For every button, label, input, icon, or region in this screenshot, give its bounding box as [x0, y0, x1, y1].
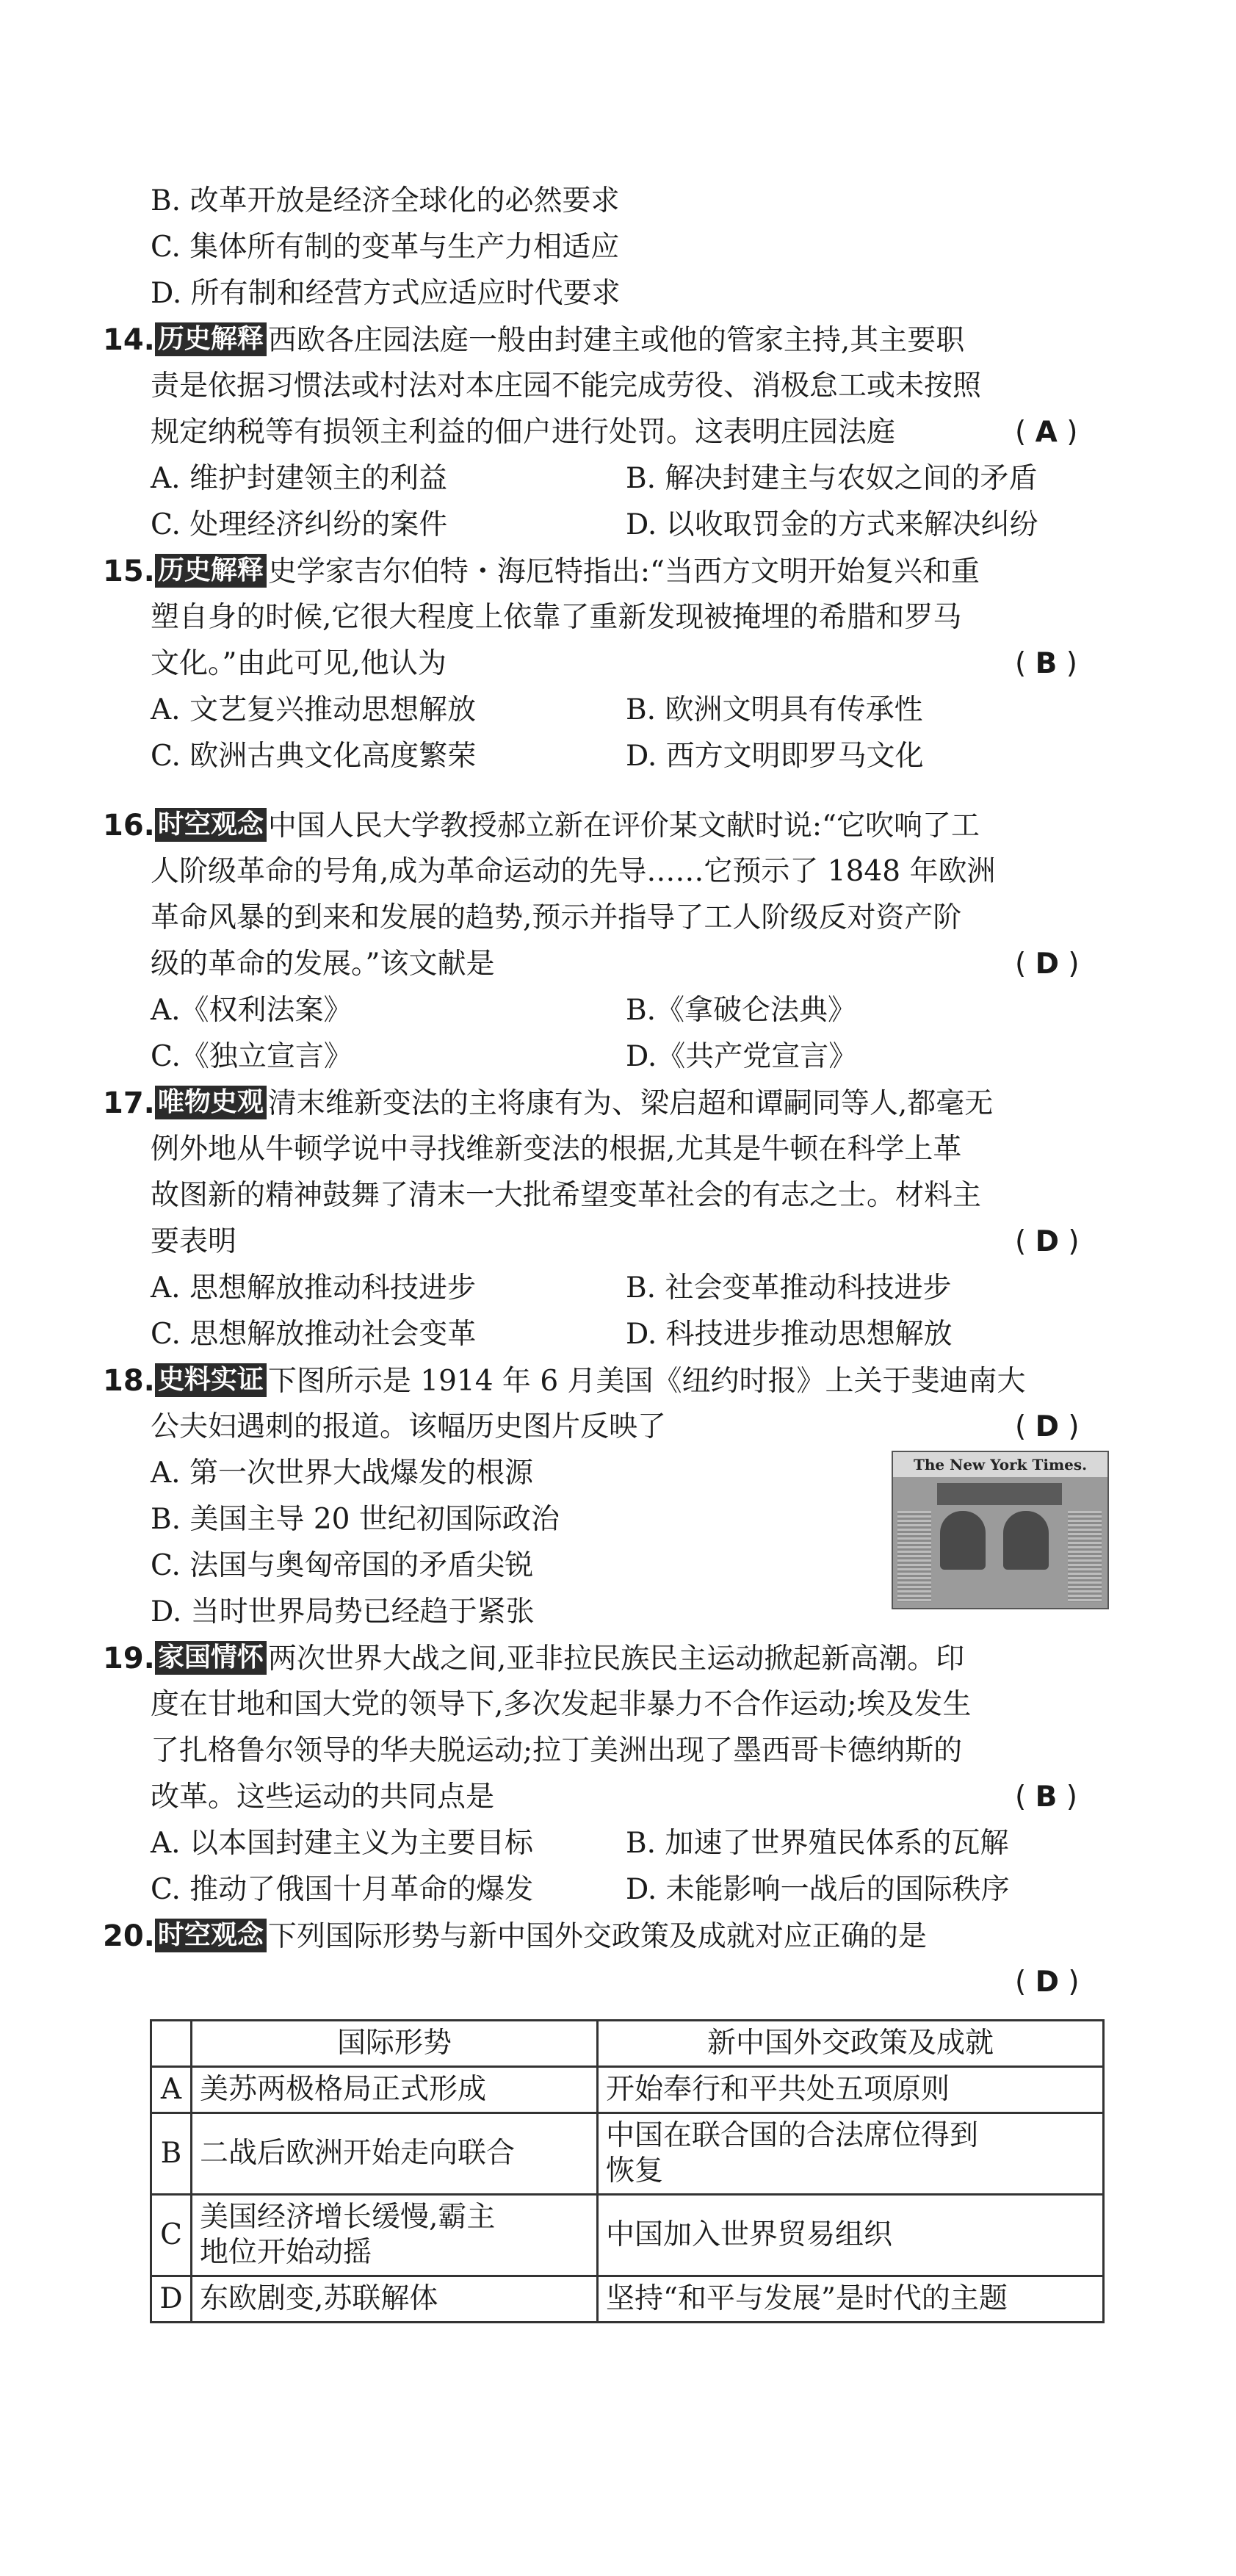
- q18-stem-line-1: [103, 1363, 1026, 1399]
- cell-diplomacy: [598, 2113, 1104, 2195]
- q17-option-b: B. 社会变革推动科技进步: [626, 1271, 952, 1305]
- q19-stem-line-2: 度在甘地和国大党的领导下,多次发起非暴力不合作运动;埃及发生: [151, 1688, 972, 1721]
- q14-number: 14.: [103, 323, 155, 357]
- cell-text: 中国在联合国的合法席位得到: [606, 2119, 979, 2152]
- cell-diplomacy: [598, 2276, 1104, 2323]
- q18-answer-letter: D: [1035, 1410, 1059, 1443]
- q14-answer-letter: A: [1035, 416, 1058, 449]
- q14-stem-line-1: [103, 322, 964, 358]
- q16-number: 16.: [103, 809, 155, 843]
- q18-number: 18.: [103, 1364, 155, 1398]
- cell-text: 开始奉行和平共处五项原则: [606, 2073, 950, 2106]
- cell-text: 恢复: [606, 2154, 664, 2187]
- q17-tag-badge: 唯物史观: [155, 1086, 267, 1119]
- cell-international: [192, 2195, 598, 2276]
- q18-option-a: A. 第一次世界大战爆发的根源: [151, 1457, 533, 1490]
- newspaper-headline-block: [937, 1483, 1062, 1505]
- q14-option-d: D. 以收取罚金的方式来解决纠纷: [626, 508, 1038, 541]
- q16-stem-line-1: [103, 808, 980, 844]
- newspaper-column-right: [1068, 1511, 1102, 1602]
- cell-international: [192, 2113, 598, 2195]
- q18-option-c: C. 法国与奥匈帝国的矛盾尖锐: [151, 1549, 534, 1582]
- q14-option-b: B. 解决封建主与农奴之间的矛盾: [626, 462, 1038, 495]
- q19-stem-line-1: [103, 1641, 964, 1677]
- q15-text: 史学家吉尔伯特・海厄特指出:“当西方文明开始复兴和重: [267, 555, 980, 588]
- q15-option-a: A. 文艺复兴推动思想解放: [151, 693, 476, 726]
- q17-answer: ( D ): [1015, 1225, 1080, 1258]
- q20-answer-letter: D: [1035, 1966, 1059, 1999]
- cell-text: 坚持“和平与发展”是时代的主题: [606, 2282, 1008, 2315]
- table-header-diplomacy: 新中国外交政策及成就: [598, 2021, 1104, 2067]
- q16-option-a: A.《权利法案》: [151, 994, 353, 1027]
- q14-answer: ( A ): [1015, 416, 1078, 449]
- q18-option-d: D. 当时世界局势已经趋于紧张: [151, 1595, 535, 1628]
- cell-diplomacy: [598, 2195, 1104, 2276]
- table-row: [151, 2276, 1104, 2323]
- q15-stem-line-1: [103, 554, 980, 590]
- q15-answer-letter: B: [1035, 647, 1058, 680]
- q20-tag-badge: 时空观念: [155, 1919, 267, 1952]
- q16-answer: ( D ): [1015, 948, 1080, 981]
- q17-stem-line-3: 故图新的精神鼓舞了清末一大批希望变革社会的有志之士。材料主: [151, 1179, 982, 1212]
- q19-stem-line-4: 改革。这些运动的共同点是: [151, 1781, 495, 1814]
- q16-stem-line-4: 级的革命的发展。”该文献是: [151, 948, 495, 981]
- cell-text: 美国经济增长缓慢,霸主: [200, 2201, 496, 2234]
- q16-stem-line-3: 革命风暴的到来和发展的趋势,预示并指导了工人阶级反对资产阶: [151, 901, 962, 934]
- q16-answer-letter: D: [1035, 948, 1059, 981]
- q19-option-d: D. 未能影响一战后的国际秩序: [626, 1873, 1010, 1906]
- cell-diplomacy: [598, 2067, 1104, 2113]
- q15-stem-line-2: 塑自身的时候,它很大程度上依靠了重新发现被掩埋的希腊和罗马: [151, 601, 962, 634]
- q17-number: 17.: [103, 1086, 155, 1120]
- q20-answer: ( D ): [1015, 1966, 1080, 1999]
- q15-answer: ( B ): [1015, 647, 1077, 680]
- q15-number: 15.: [103, 555, 155, 588]
- q18-tag-badge: 史料实证: [155, 1363, 267, 1397]
- cell-text: 中国加入世界贸易组织: [606, 2218, 893, 2251]
- q14-option-a: A. 维护封建领主的利益: [151, 462, 447, 495]
- q17-stem-line-1: [103, 1086, 993, 1122]
- table-row: [151, 2113, 1104, 2195]
- row-label: C: [151, 2195, 192, 2276]
- cell-text: 二战后欧洲开始走向联合: [200, 2137, 516, 2170]
- q14-option-c: C. 处理经济纠纷的案件: [151, 508, 448, 541]
- q15-tag-badge: 历史解释: [155, 554, 267, 588]
- q20-number: 20.: [103, 1919, 155, 1953]
- cell-text: 美苏两极格局正式形成: [200, 2073, 487, 2106]
- newspaper-photo: [892, 1451, 1109, 1609]
- q14-stem-line-3: 规定纳税等有损领主利益的佃户进行处罚。这表明庄园法庭: [151, 416, 896, 449]
- q20-text: 下列国际形势与新中国外交政策及成就对应正确的是: [267, 1920, 927, 1953]
- q19-answer: ( B ): [1015, 1781, 1077, 1814]
- q19-number: 19.: [103, 1642, 155, 1675]
- table-row: [151, 2067, 1104, 2113]
- q16-text: 中国人民大学教授郝立新在评价某文献时说:“它吹响了工: [267, 809, 980, 843]
- q16-stem-line-2: 人阶级革命的号角,成为革命运动的先导……它预示了 1848 年欧洲: [151, 855, 996, 888]
- q19-answer-letter: B: [1035, 1781, 1058, 1814]
- q18-text: 下图所示是 1914 年 6 月美国《纽约时报》上关于斐迪南大: [267, 1365, 1026, 1398]
- portrait-duchess: [1003, 1511, 1049, 1570]
- q19-option-a: A. 以本国封建主义为主要目标: [151, 1827, 533, 1860]
- q17-answer-letter: D: [1035, 1225, 1059, 1258]
- newspaper-masthead: The New York Times.: [893, 1452, 1107, 1477]
- q13-option-b: B. 改革开放是经济全球化的必然要求: [151, 184, 620, 217]
- q13-option-c: C. 集体所有制的变革与生产力相适应: [151, 231, 620, 264]
- q15-option-c: C. 欧洲古典文化高度繁荣: [151, 740, 477, 773]
- q17-text: 清末维新变法的主将康有为、梁启超和谭嗣同等人,都毫无: [267, 1087, 994, 1120]
- portrait-archduke: [940, 1511, 986, 1570]
- row-label: D: [151, 2276, 192, 2323]
- q14-stem-line-2: 责是依据习惯法或村法对本庄园不能完成劳役、消极怠工或未按照: [151, 369, 982, 403]
- q17-option-d: D. 科技进步推动思想解放: [626, 1318, 953, 1351]
- q17-option-a: A. 思想解放推动科技进步: [151, 1271, 476, 1305]
- q14-text: 西欧各庄园法庭一般由封建主或他的管家主持,其主要职: [267, 324, 965, 357]
- q19-tag-badge: 家国情怀: [155, 1641, 267, 1675]
- cell-text: 东欧剧变,苏联解体: [200, 2282, 438, 2315]
- q16-option-c: C.《独立宣言》: [151, 1040, 353, 1073]
- q20-stem-line-1: [103, 1919, 927, 1955]
- cell-international: [192, 2067, 598, 2113]
- table-header-international: 国际形势: [192, 2021, 598, 2067]
- q17-stem-line-2: 例外地从牛顿学说中寻找维新变法的根据,尤其是牛顿在科学上革: [151, 1133, 962, 1166]
- q16-option-d: D.《共产党宣言》: [626, 1040, 858, 1073]
- q13-option-d: D. 所有制和经营方式应适应时代要求: [151, 277, 621, 310]
- q15-option-b: B. 欧洲文明具有传承性: [626, 693, 923, 726]
- row-label: A: [151, 2067, 192, 2113]
- q19-option-b: B. 加速了世界殖民体系的瓦解: [626, 1827, 1009, 1860]
- q16-tag-badge: 时空观念: [155, 808, 267, 842]
- q19-stem-line-3: 了扎格鲁尔领导的华夫脱运动;拉丁美洲出现了墨西哥卡德纳斯的: [151, 1734, 963, 1767]
- q16-option-b: B.《拿破仑法典》: [626, 994, 857, 1027]
- cell-international: [192, 2276, 598, 2323]
- q19-text: 两次世界大战之间,亚非拉民族民主运动掀起新高潮。印: [267, 1642, 965, 1675]
- row-label: B: [151, 2113, 192, 2195]
- q17-option-c: C. 思想解放推动社会变革: [151, 1318, 477, 1351]
- table-row: [151, 2195, 1104, 2276]
- q19-option-c: C. 推动了俄国十月革命的爆发: [151, 1873, 534, 1906]
- q18-option-b: B. 美国主导 20 世纪初国际政治: [151, 1503, 560, 1536]
- table-header-row: [151, 2021, 1104, 2067]
- q18-stem-line-2: 公夫妇遇刺的报道。该幅历史图片反映了: [151, 1410, 667, 1443]
- table-corner-cell: [151, 2021, 192, 2067]
- cell-text: 地位开始动摇: [200, 2236, 372, 2269]
- q18-answer: ( D ): [1015, 1410, 1080, 1443]
- q20-table: [150, 2019, 1105, 2323]
- q15-stem-line-3: 文化。”由此可见,他认为: [151, 647, 447, 680]
- q15-option-d: D. 西方文明即罗马文化: [626, 740, 924, 773]
- q17-stem-line-4: 要表明: [151, 1225, 237, 1258]
- q14-tag-badge: 历史解释: [155, 322, 267, 356]
- newspaper-column-left: [897, 1511, 931, 1602]
